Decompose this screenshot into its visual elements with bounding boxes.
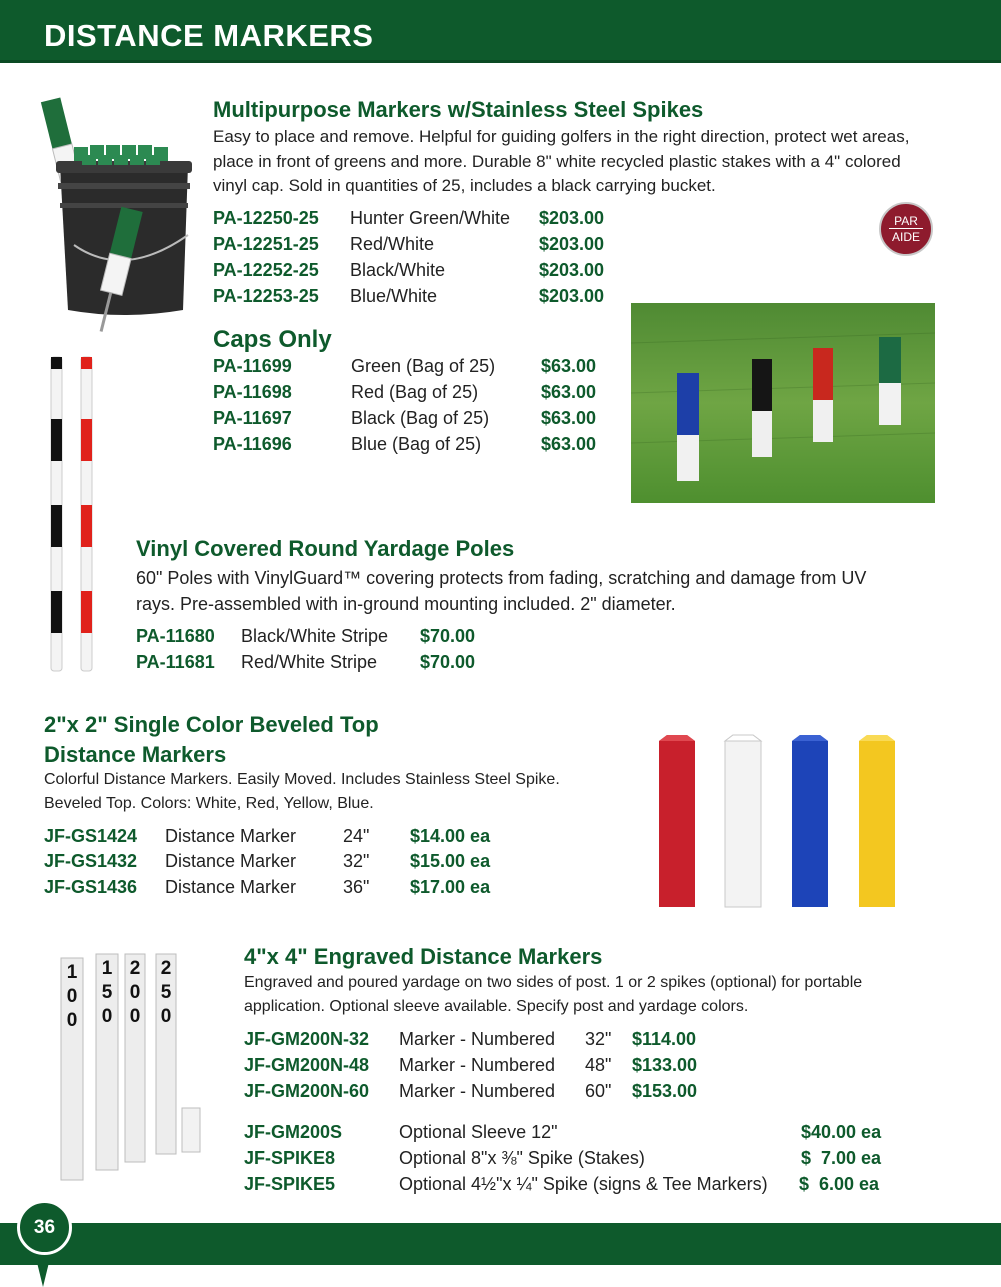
product-name: Marker - Numbered — [399, 1081, 556, 1101]
product-name: Black/White Stripe — [241, 626, 389, 646]
product-row — [244, 1029, 724, 1055]
logo-line: PAR — [889, 214, 923, 229]
post-number-digit: 2 — [129, 958, 141, 979]
beveled-title-line2: Distance Markers — [44, 742, 227, 767]
post-number-digit: 0 — [129, 982, 141, 1003]
beveled-title-line1: 2"x 2" Single Color Beveled Top — [44, 712, 379, 737]
engraved-title: 4"x 4" Engraved Distance Markers — [244, 944, 603, 969]
desc-line: Beveled Top. Colors: White, Red, Yellow, Blue. — [44, 795, 374, 812]
post-number-digit: 1 — [66, 962, 78, 983]
post-number-digit: 1 — [101, 958, 113, 979]
sku: JF-SPIKE5 — [244, 1174, 336, 1194]
post-number-digit: 0 — [66, 986, 78, 1007]
sku: JF-GM200N-60 — [244, 1081, 370, 1101]
desc-line: Colorful Distance Markers. Easily Moved. Includes Stainless Steel Spike. — [44, 771, 560, 788]
sku: JF-GM200N-48 — [244, 1055, 370, 1075]
desc-line: place in front of greens and more. Durable 8" white recycled plastic stakes with a 4" colored — [213, 151, 901, 171]
product-row — [136, 626, 516, 652]
price: $203.00 — [539, 286, 605, 306]
sku: JF-GS1424 — [44, 826, 138, 846]
product-name: Distance Marker — [165, 851, 297, 871]
engraved-posts-photo — [55, 950, 205, 1185]
sku: JF-GM200N-32 — [244, 1029, 370, 1049]
grass-markers-photo — [631, 303, 935, 503]
product-name: Green (Bag of 25) — [351, 356, 496, 376]
price: $114.00 — [632, 1029, 697, 1049]
product-name: Optional 4½"x ¼" Spike (signs & Tee Markers) — [399, 1174, 768, 1194]
product-row — [213, 408, 613, 434]
price: $14.00 ea — [410, 826, 491, 846]
size: 32" — [585, 1029, 612, 1049]
product-row — [44, 851, 514, 877]
price: $15.00 ea — [410, 851, 491, 871]
price: $70.00 — [420, 626, 476, 646]
size: 32" — [343, 851, 370, 871]
post-number-digit: 0 — [66, 1010, 78, 1031]
post-number-digit: 0 — [129, 1006, 141, 1027]
product-row — [213, 208, 633, 234]
product-name: Optional 8"x ⅜" Spike (Stakes) — [399, 1148, 645, 1168]
product-name: Distance Marker — [165, 826, 297, 846]
multipurpose-description — [213, 125, 973, 199]
product-name: Blue (Bag of 25) — [351, 434, 482, 454]
product-name: Black/White — [350, 260, 446, 280]
price: $153.00 — [632, 1081, 698, 1101]
product-row — [213, 356, 613, 382]
sku: JF-GS1432 — [44, 851, 138, 871]
product-name: Red (Bag of 25) — [351, 382, 479, 402]
product-row — [44, 877, 514, 903]
engraved-description — [244, 971, 944, 1019]
price: $63.00 — [541, 356, 597, 376]
desc-line: vinyl cap. Sold in quantities of 25, includes a black carrying bucket. — [213, 176, 716, 195]
header-rule — [0, 60, 1001, 63]
sku: PA-12252-25 — [213, 260, 319, 280]
multipurpose-title: Multipurpose Markers w/Stainless Steel Spikes — [213, 97, 704, 122]
product-name: Red/White — [350, 234, 435, 254]
page-title: DISTANCE MARKERS — [44, 18, 374, 53]
sku: PA-11697 — [213, 408, 292, 428]
page-number: 36 — [33, 1217, 56, 1238]
desc-line: Easy to place and remove. Helpful for guiding golfers in the right direction, protect wet areas, — [213, 127, 910, 146]
price: $63.00 — [541, 382, 597, 402]
desc-line: application. Optional sleeve available. Specify post and yardage colors. — [244, 998, 749, 1015]
product-name: Red/White Stripe — [241, 652, 378, 672]
option-row — [244, 1122, 904, 1148]
beveled-description — [44, 768, 644, 816]
post-number-digit: 0 — [101, 1006, 113, 1027]
product-row — [213, 260, 633, 286]
sku: PA-11699 — [213, 356, 292, 376]
sku: PA-11698 — [213, 382, 292, 402]
post-number-digit: 0 — [160, 1006, 172, 1027]
sku: PA-11680 — [136, 626, 215, 646]
size: 36" — [343, 877, 370, 897]
price: $17.00 ea — [410, 877, 491, 897]
size: 24" — [343, 826, 370, 846]
sku: PA-12253-25 — [213, 286, 319, 306]
product-row — [244, 1081, 724, 1107]
product-row — [213, 382, 613, 408]
product-name: Marker - Numbered — [399, 1055, 556, 1075]
price: $ 6.00 ea — [799, 1174, 880, 1194]
product-name: Distance Marker — [165, 877, 297, 897]
desc-line: rays. Pre-assembled with in-ground mounting included. 2" diameter. — [136, 594, 676, 614]
price: $203.00 — [539, 260, 605, 280]
product-row — [244, 1055, 724, 1081]
product-row — [213, 434, 613, 460]
product-row — [136, 652, 516, 678]
sku: PA-12251-25 — [213, 234, 319, 254]
poles-description — [136, 565, 966, 617]
yardage-poles-photo — [45, 355, 100, 673]
size: 60" — [585, 1081, 612, 1101]
beveled-posts-photo — [655, 733, 900, 909]
post-number-digit: 2 — [160, 958, 172, 979]
price: $63.00 — [541, 408, 597, 428]
price: $133.00 — [632, 1055, 698, 1075]
product-row — [213, 234, 633, 260]
size: 48" — [585, 1055, 612, 1075]
price: $203.00 — [539, 234, 605, 254]
product-name: Black (Bag of 25) — [351, 408, 490, 428]
product-name: Marker - Numbered — [399, 1029, 556, 1049]
product-row — [44, 826, 514, 852]
option-row — [244, 1174, 904, 1200]
page-header — [0, 0, 1001, 63]
post-number-digit: 5 — [101, 982, 113, 1003]
page-footer — [0, 1223, 1001, 1265]
price: $203.00 — [539, 208, 605, 228]
product-name: Blue/White — [350, 286, 438, 306]
sku: PA-11681 — [136, 652, 215, 672]
desc-line: Engraved and poured yardage on two sides of post. 1 or 2 spikes (optional) for portable — [244, 974, 863, 991]
option-row — [244, 1148, 904, 1174]
desc-line: 60" Poles with VinylGuard™ covering protects from fading, scratching and damage from UV — [136, 568, 867, 588]
price: $70.00 — [420, 652, 476, 672]
price: $ 7.00 ea — [801, 1148, 882, 1168]
price: $63.00 — [541, 434, 597, 454]
price: $40.00 ea — [801, 1122, 882, 1142]
product-row — [213, 286, 633, 312]
caps-title: Caps Only — [213, 326, 332, 353]
sku: JF-GS1436 — [44, 877, 138, 897]
poles-title: Vinyl Covered Round Yardage Poles — [136, 536, 515, 561]
product-name: Hunter Green/White — [350, 208, 511, 228]
golf-ball-icon — [17, 1200, 72, 1255]
sku: PA-11696 — [213, 434, 292, 454]
product-name: Optional Sleeve 12" — [399, 1122, 558, 1142]
golf-tee-icon — [34, 1250, 52, 1287]
logo-line: AIDE — [891, 230, 920, 244]
bucket-markers-photo — [38, 95, 193, 340]
post-number-digit: 5 — [160, 982, 172, 1003]
sku: PA-12250-25 — [213, 208, 319, 228]
sku: JF-GM200S — [244, 1122, 343, 1142]
sku: JF-SPIKE8 — [244, 1148, 336, 1168]
par-aide-logo — [879, 202, 933, 256]
